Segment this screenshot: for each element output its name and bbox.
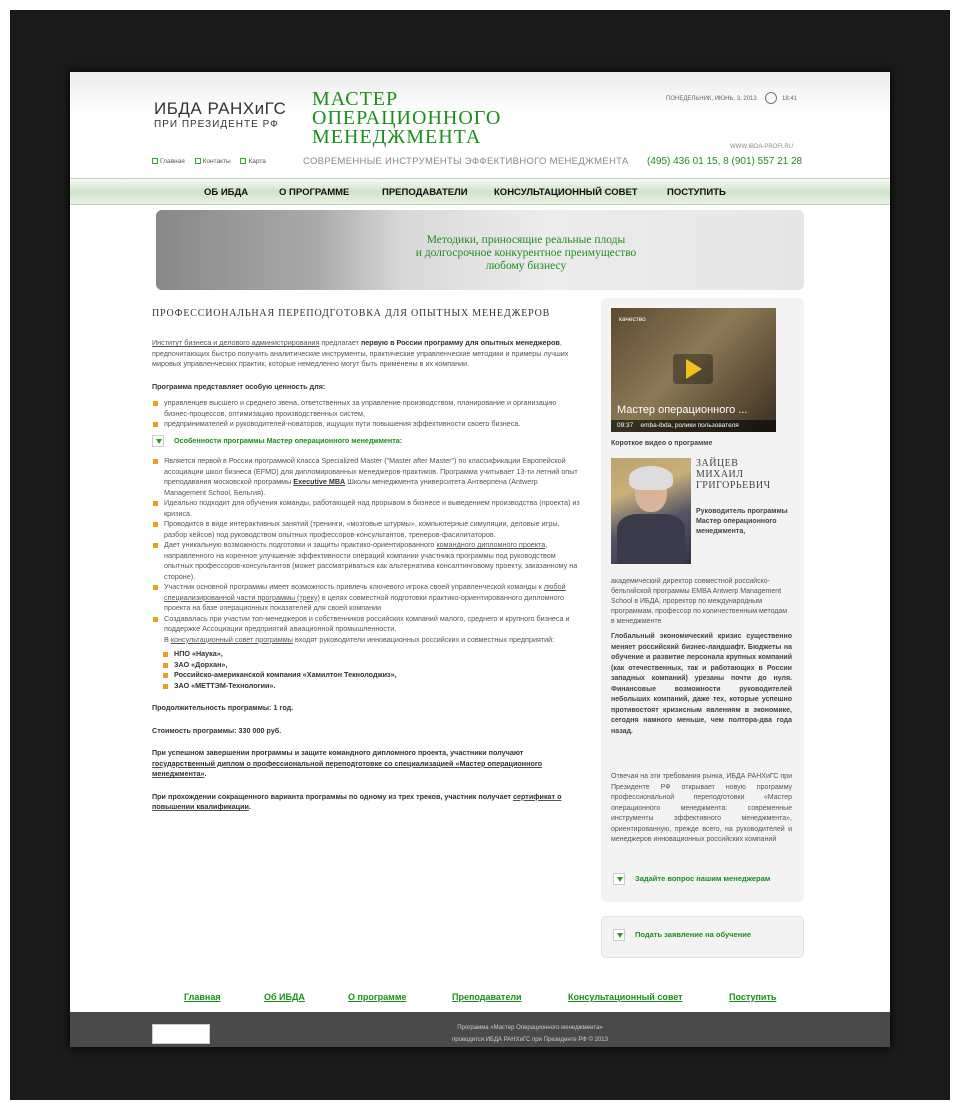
value-heading: Программа представляет особую ценность для: xyxy=(152,381,326,391)
list-item: ЗАО «МЕТТЭМ-Технологии». xyxy=(162,681,580,692)
logo-line2: ПРИ ПРЕЗИДЕНТЕ РФ xyxy=(154,119,279,130)
video-caption: Короткое видео о программе xyxy=(611,440,713,447)
hero-banner xyxy=(156,210,804,290)
video-player[interactable] xyxy=(611,308,776,432)
download-arrow-icon xyxy=(613,873,625,885)
program-title-logo[interactable] xyxy=(312,90,572,147)
footer-link-about-program[interactable]: О программе xyxy=(348,992,407,1002)
page xyxy=(70,72,890,1047)
companies-list xyxy=(162,649,580,691)
director-role: Руководитель программы Мастер операционного менеджмента, xyxy=(696,508,788,535)
list-item: НПО «Наука», xyxy=(162,649,580,660)
nav-advisory-board[interactable]: КОНСУЛЬТАЦИОННЫЙ СОВЕТ xyxy=(494,187,638,198)
map-icon xyxy=(240,158,246,164)
footer xyxy=(70,1012,890,1047)
list-item: Проводится в виде интерактивных занятий (тренинги, «мозговые штурмы», компьютерные симуляции, деловые игры, разбор кейсов) под руководством опытных профессоров-консультантов, тренеров-фасилитаторов. xyxy=(152,519,580,540)
home-icon xyxy=(152,158,158,164)
top-links xyxy=(152,158,274,165)
mail-icon xyxy=(195,158,201,164)
main-content xyxy=(152,338,580,825)
cost-text: Стоимость программы: 330 000 руб. xyxy=(152,725,282,735)
counter-badge[interactable] xyxy=(152,1024,210,1044)
ibda-logo[interactable] xyxy=(154,99,296,145)
video-channel[interactable]: emba-ibda, ролики пользователя xyxy=(640,422,739,429)
date-text: ПОНЕДЕЛЬНИК, ИЮНЬ, 3, 2013 xyxy=(666,96,757,102)
apply-link[interactable]: Подать заявление на обучение xyxy=(613,930,751,939)
footer-link-home[interactable]: Главная xyxy=(184,992,221,1002)
list-item: Является первой в России программой класса Specialized Master ("Master after Master") по классификации Европейской ассоциации школ бизнеса (EFMD) для дипломированных менеджеров-практиков. Программа учитывает 13-ти летний опыт преподавания московской программы Executive MBA Школы менеджмента университета Антверпена (Antwerp Management School, Бельгия). xyxy=(152,456,580,498)
video-bar xyxy=(611,420,776,432)
video-quality[interactable]: качество xyxy=(619,316,646,323)
footer-link-about-ibda[interactable]: Об ИБДА xyxy=(264,992,305,1002)
footer-link-advisory-board[interactable]: Консультационный совет xyxy=(568,992,683,1002)
title-line2: ОПЕРАЦИОННОГО xyxy=(312,107,502,129)
time-text: 18:41 xyxy=(782,96,798,102)
certificate-paragraph: При прохождении сокращенного варианта программы по одному из трех треков, участник получает сертификат о повышении квалификации. xyxy=(152,791,562,811)
logo-line1: ИБДА РАНХиГС xyxy=(154,99,287,118)
program-description: Отвечая на эти требования рынка, ИБДА РАНХиГС при Президенте РФ открывает новую программу профессиональной переподготовки «Мастер операционного менеджмента: современные инструменты эффективного менеджмента», ориентированную, прежде всего, на руководителей и менеджеров инновационных российских компаний xyxy=(611,773,792,843)
diploma-paragraph: При успешном завершении программы и защите командного дипломного проекта, участники получают государственный диплом о профессиональной переподготовке со специализацией «Мастер операционного менеджмента». xyxy=(152,748,543,778)
nav-about-program[interactable]: О ПРОГРАММЕ xyxy=(279,187,350,198)
nav-apply[interactable]: ПОСТУПИТЬ xyxy=(667,187,726,198)
footer-line1: Программа «Мастер Операционного менеджмента» xyxy=(457,1025,603,1031)
executive-mba-link[interactable]: Executive MBA xyxy=(293,477,346,486)
nav-teachers[interactable]: ПРЕПОДАВАТЕЛИ xyxy=(382,187,468,198)
intro-paragraph: Институт бизнеса и делового администрирования предлагает первую в России программу для опытных менеджеров, предпочитающих быстро получить аналитические инструменты, практические управленческие методики и примеры лучших мировых управленческих практик, которые немедленно могут быть применены в их компании. xyxy=(152,338,569,368)
track-link[interactable]: любой специализированной части программы (треку) xyxy=(164,582,566,602)
list-item: Создавалась при участии топ-менеджеров и собственников российских компаний малого, среднего и крупного бизнеса и поддержке Ассоциации предприятий авиационной промышленности. В консультационный совет программы входят руководители инновационных российских и совместных предприятий: xyxy=(152,614,580,646)
director-name: ЗАЙЦЕВ МИХАИЛ ГРИГОРЬЕВИЧ xyxy=(696,458,771,491)
diploma-link[interactable]: государственный диплом о профессиональной переподготовке со специализацией «Мастер операционного менеджмента» xyxy=(152,758,543,778)
features-list xyxy=(152,456,580,645)
download-arrow-icon xyxy=(152,435,164,447)
top-link-map[interactable]: Карта xyxy=(240,158,265,165)
list-item: Участник основной программы имеет возможность привлечь ключевого игрока своей управленческой команды к любой специализированной части программы (треку) в целях совместной подготовки практико-ориентированного дипломного проекта на базе операционных показателей для своей компании xyxy=(152,582,580,614)
footer-link-apply[interactable]: Поступить xyxy=(729,992,777,1002)
list-item: Идеально подходит для обучения команды, работающей над прорывом в бизнесе и выведением производства (проекта) из кризиса. xyxy=(152,498,580,519)
play-icon[interactable] xyxy=(673,354,713,384)
download-arrow-icon xyxy=(613,929,625,941)
top-link-home[interactable]: Главная xyxy=(152,158,185,165)
top-link-contacts[interactable]: Контакты xyxy=(195,158,231,165)
video-title[interactable]: Мастер операционного ... xyxy=(617,404,748,416)
clock-icon xyxy=(765,92,777,104)
value-list xyxy=(152,398,580,430)
list-item: управленцев высшего и среднего звена, ответственных за управление производством, планирование и организацию бизнес-процессов, оптимизацию производственных систем, xyxy=(152,398,580,419)
footer-link-teachers[interactable]: Преподаватели xyxy=(452,992,522,1002)
tagline: СОВРЕМЕННЫЕ ИНСТРУМЕНТЫ ЭФФЕКТИВНОГО МЕНЕДЖМЕНТА xyxy=(303,156,629,167)
footer-line2: проводится ИБДА РАНХиГС при Президенте РФ © 2013 xyxy=(452,1037,608,1043)
ask-question-link[interactable]: Задайте вопрос нашим менеджерам xyxy=(613,874,770,883)
title-line1: МАСТЕР xyxy=(312,88,399,110)
duration-text: Продолжительность программы: 1 год. xyxy=(152,703,294,712)
advisory-board-link[interactable]: консультационный совет программы xyxy=(170,634,293,644)
nav-about-ibda[interactable]: ОБ ИБДА xyxy=(204,187,249,198)
director-photo xyxy=(611,458,691,564)
phone-number: (495) 436 01 15, 8 (901) 557 21 28 xyxy=(647,156,803,167)
list-item: Российско-американской компания «Хамилтон Текнолоджиз», xyxy=(162,670,580,681)
main-nav xyxy=(70,178,890,205)
team-project-link[interactable]: командного дипломного проекта xyxy=(436,540,546,549)
certificate-link[interactable]: сертификат о повышении квалификации xyxy=(152,791,562,811)
list-item: Дает уникальную возможность подготовки и защиты практико-ориентированного командного дипломного проекта, направленного на коренное улучшение эффективности операций компании участника программы под руководством опытных профессоров-консультантов (может рассматриваться как альтернатива консалтинговому проекту, заказанному на стороне). xyxy=(152,540,580,582)
video-duration: 09:37 xyxy=(617,422,634,429)
banner-text: Методики, приносящие реальные плоды и долгосрочное конкурентное преимущество любому бизнесу xyxy=(415,234,637,272)
features-heading: Особенности программы Мастер операционного менеджмента: xyxy=(152,436,580,447)
site-url: WWW.IBDA-PROFI.RU xyxy=(730,144,793,150)
ibda-link[interactable]: Институт бизнеса и делового администрирования xyxy=(152,338,320,347)
list-item: ЗАО «Дорхан», xyxy=(162,660,580,671)
page-title: ПРОФЕССИОНАЛЬНАЯ ПЕРЕПОДГОТОВКА ДЛЯ ОПЫТНЫХ МЕНЕДЖЕРОВ xyxy=(152,308,551,319)
crisis-quote: Глобальный экономический кризис существенно меняет российский бизнес-ландшафт. Бюджеты на обучение и развитие персонала крупных компаний (как отечественных, так и работающих в России западных компаний) урезаны почти до нуля. Финансовые возможности руководителей небольших компаний, даже тех, которые успешно противостоят кризисным явлениям в экономике, сегодня намного меньше, чем полтора-два года назад. xyxy=(611,633,792,735)
list-item: предпринимателей и руководителей-новаторов, ищущих пути повышения эффективности своего бизнеса. xyxy=(152,419,580,430)
director-bio: академический директор совместной российско-бельгийской программы EMBA Antwerp Management School в ИБДА, проректор по международным программам, профессор по количественным методам в менеджменте xyxy=(611,578,788,625)
title-line3: МЕНЕДЖМЕНТА xyxy=(312,126,482,148)
